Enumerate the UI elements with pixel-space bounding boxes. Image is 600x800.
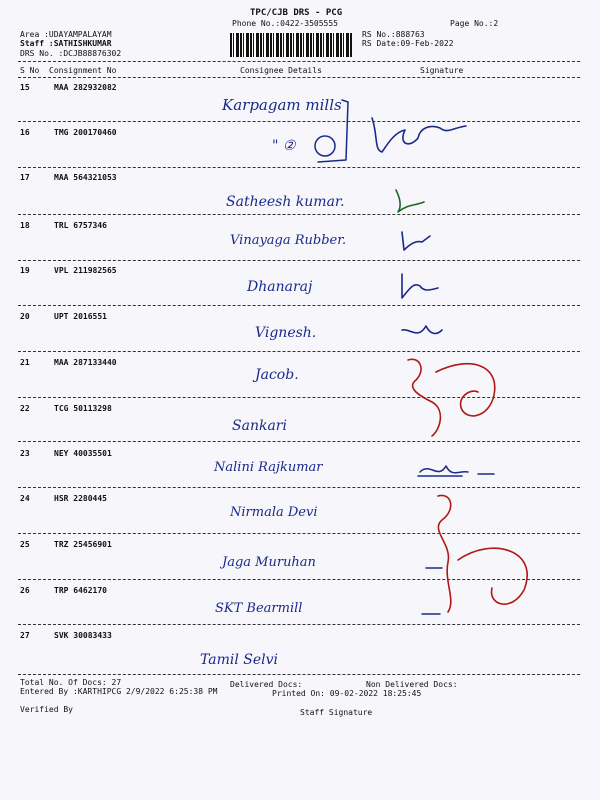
col-signature-header: Signature <box>420 66 464 75</box>
staff-signature: Staff Signature <box>300 708 373 717</box>
drs-number: DRS No. :DCJB88876302 <box>20 49 122 58</box>
delivered-docs: Delivered Docs: <box>230 680 303 689</box>
col-consignee-header: Consignee Details <box>240 66 322 75</box>
consignee-handwriting: Dhanaraj <box>247 279 313 295</box>
staff-field: Staff :SATHISHKUMAR <box>20 39 112 48</box>
row-consignment: MAA 282932082 <box>54 83 117 92</box>
consignee-handwriting: Vinayaga Rubber. <box>230 233 347 248</box>
printed-on: Printed On: 09-02-2022 18:25:45 <box>272 689 422 698</box>
signature-18 <box>402 232 430 250</box>
consignee-handwriting: Vignesh. <box>255 325 317 341</box>
rs-date: RS Date:09-Feb-2022 <box>362 39 454 48</box>
row-consignment: TRP 6462170 <box>54 586 107 595</box>
signature-19 <box>402 274 438 298</box>
row-consignment: TRL 6757346 <box>54 221 107 230</box>
consignee-handwriting: Sankari <box>232 418 287 434</box>
row-sno: 16 <box>20 128 30 137</box>
row-sno: 15 <box>20 83 30 92</box>
consignee-handwriting: " ② <box>272 138 296 154</box>
row-consignment: TCG 50113298 <box>54 404 112 413</box>
col-sno-header: S No <box>20 66 40 75</box>
non-delivered-docs: Non Delivered Docs: <box>366 680 458 689</box>
row-sno: 18 <box>20 221 30 230</box>
row-consignment: HSR 2280445 <box>54 494 107 503</box>
row-sno: 21 <box>20 358 30 367</box>
consignee-handwriting: Satheesh kumar. <box>226 194 345 210</box>
page-number: Page No.:2 <box>450 19 499 28</box>
row-consignment: TRZ 25456901 <box>54 540 112 549</box>
row-consignment: MAA 287133440 <box>54 358 117 367</box>
consignee-handwriting: Nirmala Devi <box>230 505 318 520</box>
document-title: TPC/CJB DRS - PCG <box>250 8 343 18</box>
row-sno: 17 <box>20 173 30 182</box>
signature-24-26 <box>438 495 527 612</box>
area-field: Area :UDAYAMPALAYAM <box>20 30 112 39</box>
consignee-handwriting: SKT Bearmill <box>215 601 303 616</box>
verified-by: Verified By <box>20 705 73 714</box>
signature-16 <box>372 118 466 152</box>
row-consignment: MAA 564321053 <box>54 173 117 182</box>
row-sno: 20 <box>20 312 30 321</box>
row-sno: 26 <box>20 586 30 595</box>
consignee-handwriting: Jacob. <box>255 367 299 383</box>
entered-by: Entered By :KARTHIPCG 2/9/2022 6:25:38 PM <box>20 687 218 696</box>
row-sno: 27 <box>20 631 30 640</box>
col-consignment-header: Consignment No <box>49 66 117 75</box>
consignee-handwriting: Nalini Rajkumar <box>214 460 323 475</box>
row-sno: 23 <box>20 449 30 458</box>
signature-20 <box>402 326 442 333</box>
signature-21-22 <box>408 359 495 436</box>
consignee-handwriting: Jaga Muruhan <box>222 555 316 570</box>
row-consignment: SVK 30083433 <box>54 631 112 640</box>
signature-17 <box>396 190 424 212</box>
signature-23 <box>418 466 494 476</box>
dash-marks <box>422 568 442 614</box>
row-consignment: UPT 2016551 <box>54 312 107 321</box>
total-docs: Total No. Of Docs: 27 <box>20 678 122 687</box>
consignee-handwriting: Tamil Selvi <box>200 652 279 668</box>
row-sno: 22 <box>20 404 30 413</box>
circle-mark <box>315 136 335 156</box>
row-consignment: VPL 211982565 <box>54 266 117 275</box>
consignee-handwriting: Karpagam mills <box>222 96 342 114</box>
row-sno: 19 <box>20 266 30 275</box>
rs-number: RS No.:888763 <box>362 30 425 39</box>
row-consignment: NEY 40035501 <box>54 449 112 458</box>
row-sno: 24 <box>20 494 30 503</box>
row-consignment: TMG 200170460 <box>54 128 117 137</box>
row-sno: 25 <box>20 540 30 549</box>
phone-number: Phone No.:0422-3505555 <box>232 19 338 28</box>
